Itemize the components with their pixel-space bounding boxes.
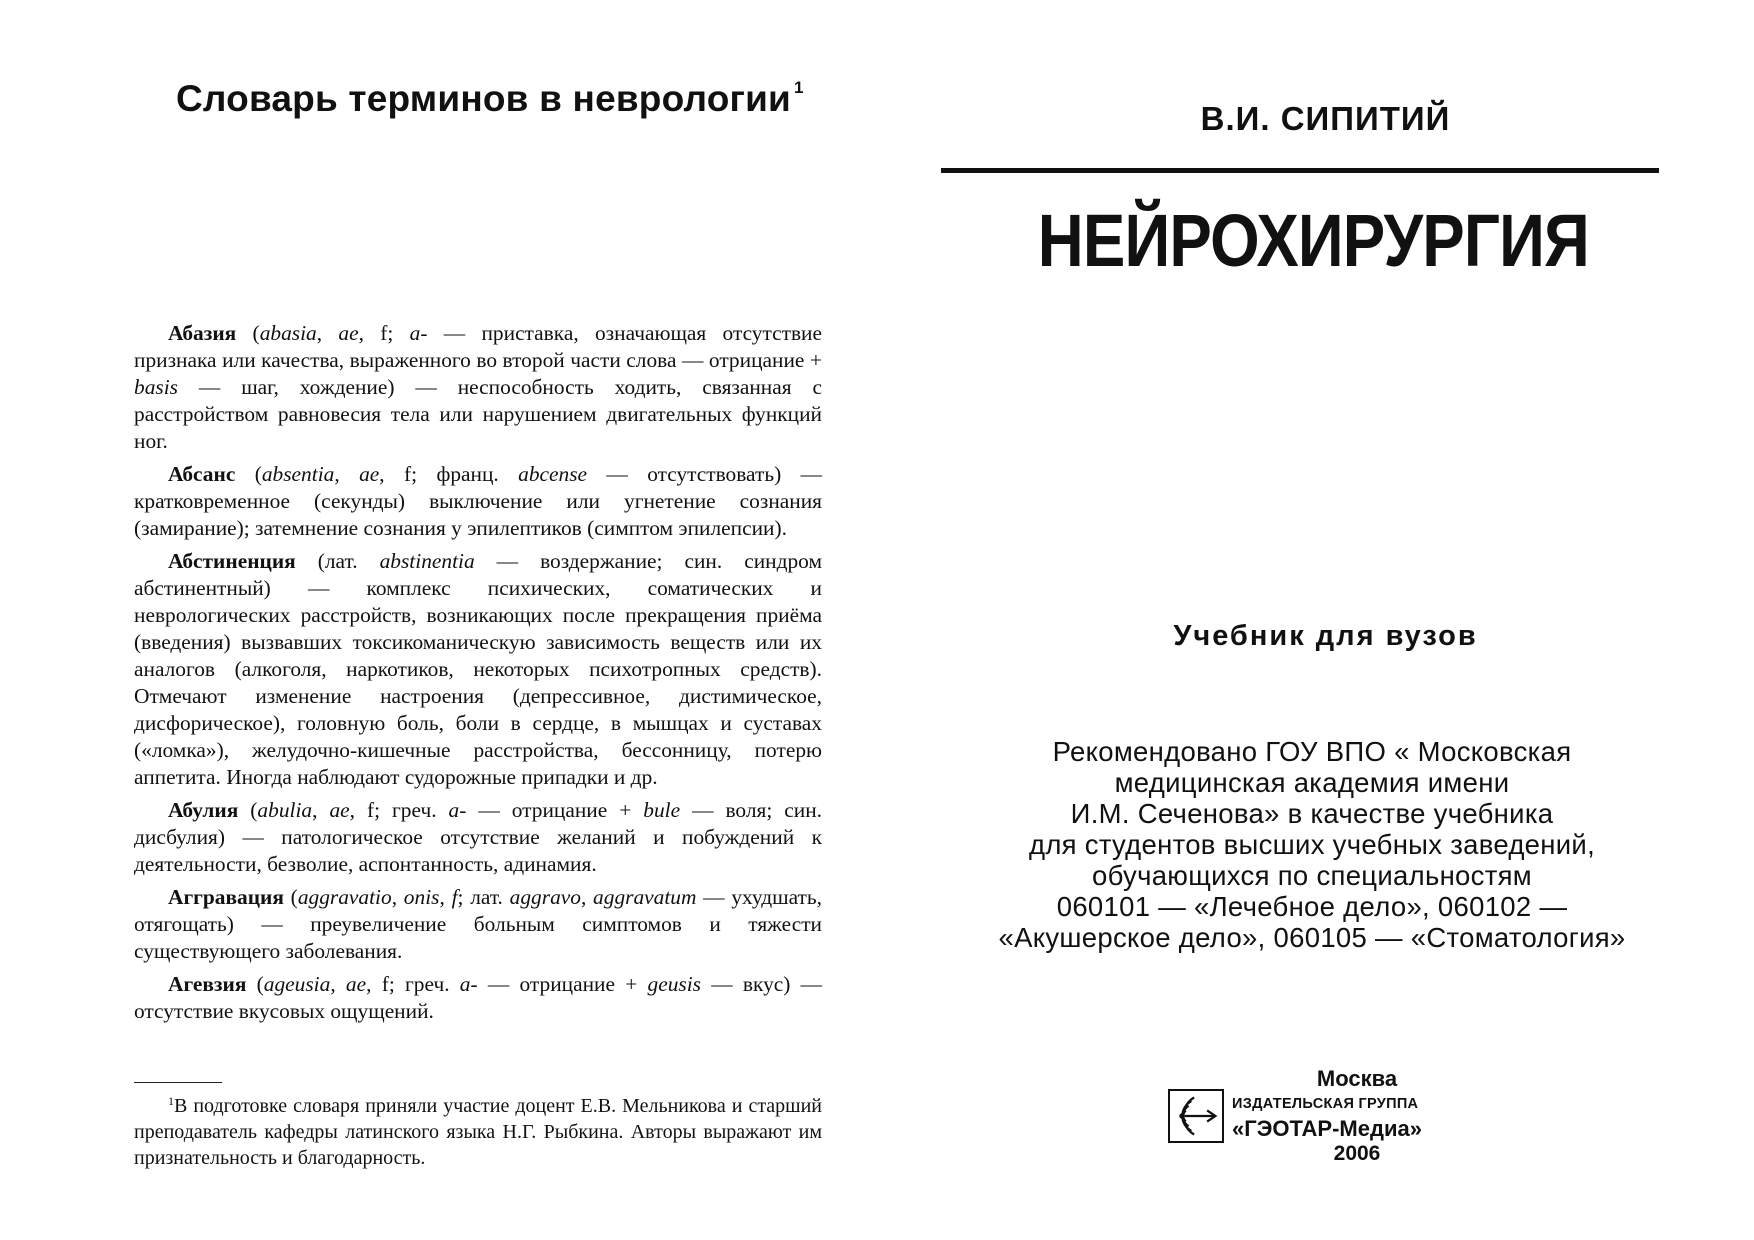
- entry-text: ; лат.: [457, 885, 510, 909]
- publication-year: 2006: [1333, 1142, 1381, 1165]
- entry-text: ,: [439, 885, 452, 909]
- entry-text: , f; греч.: [366, 972, 460, 996]
- recommendation-text: [917, 736, 1707, 953]
- latin-term: aggravatum: [593, 885, 697, 909]
- footnote-divider: [134, 1082, 222, 1083]
- recommendation-line: «Акушерское дело», 060105 — «Стоматология»: [998, 922, 1626, 953]
- latin-term: absentia: [261, 462, 335, 486]
- entry-text: — шаг, хождение) — неспособность ходить, связанная с расстройством равновесия тела или нарушением двигательных функций ног.: [134, 375, 822, 453]
- publisher-logo-icon: [1168, 1089, 1224, 1143]
- dictionary-title-text: Словарь терминов в неврологии: [176, 78, 791, 119]
- footnote-mark: 1: [168, 1094, 174, 1108]
- dictionary-entry: [134, 461, 822, 542]
- dictionary-entry: [134, 884, 822, 965]
- entry-text: — отрицание +: [466, 798, 644, 822]
- book-title: НЕЙРОХИРУРГИЯ: [1037, 199, 1589, 282]
- recommendation-line: для студентов высших учебных заведений,: [1028, 829, 1596, 860]
- entry-text: ,: [316, 321, 339, 345]
- footnote: [134, 1088, 822, 1171]
- latin-term: onis: [403, 885, 440, 909]
- entry-text: ,: [580, 885, 594, 909]
- entry-term: Аггравация: [168, 885, 284, 909]
- latin-term: aggravo: [509, 885, 581, 909]
- latin-term: geusis: [647, 972, 702, 996]
- entry-text: ,: [391, 885, 404, 909]
- latin-term: aggravatio: [297, 885, 392, 909]
- recommendation-line: И.М. Сеченова» в качестве учебника: [1070, 798, 1554, 829]
- entry-text: — приставка, означающая отсутствие признака или качества, выраженного во второй части слова — отрицание +: [134, 321, 822, 372]
- latin-term: f: [451, 885, 458, 909]
- dictionary-entry: [134, 797, 822, 878]
- publisher-city: Москва: [1316, 1066, 1398, 1091]
- entry-text: ,: [330, 972, 346, 996]
- latin-term: abstinentia: [379, 549, 475, 573]
- latin-term: abcense: [518, 462, 588, 486]
- entry-term: Абстиненция: [168, 549, 296, 573]
- latin-term: abasia: [259, 321, 317, 345]
- latin-term: ae: [338, 321, 359, 345]
- entry-term: Абулия: [168, 798, 239, 822]
- dictionary-entries: [134, 320, 822, 1031]
- latin-term: abulia: [257, 798, 313, 822]
- dictionary-title: [176, 78, 804, 120]
- author-name: В.И. СИПИТИЙ: [1200, 100, 1451, 137]
- latin-term: ae: [329, 798, 350, 822]
- dictionary-entry: [134, 548, 822, 791]
- latin-term: ae: [345, 972, 367, 996]
- publisher-name: «ГЭОТАР-Медиа»: [1232, 1116, 1422, 1141]
- entry-text: — отсутствовать) — кратковременное (секунды) выключение или угнетение сознания (замирание); затемнение сознания у эпилептиков (симптом эпилепсии).: [134, 462, 822, 540]
- latin-term: ae: [359, 462, 380, 486]
- entry-text: , f;: [358, 321, 410, 345]
- title-rule: [941, 168, 1659, 173]
- entry-text: , f; греч.: [349, 798, 449, 822]
- book-subtitle: Учебник для вузов: [1173, 620, 1478, 652]
- recommendation-line: Рекомендовано ГОУ ВПО « Московская: [1052, 736, 1572, 767]
- right-page: [877, 0, 1754, 1240]
- entry-text: (лат.: [295, 549, 380, 573]
- entry-text: — отрицание +: [477, 972, 648, 996]
- title-footnote-mark: 1: [794, 78, 804, 97]
- entry-term: Абазия: [168, 321, 237, 345]
- latin-term: ageusia: [263, 972, 331, 996]
- entry-term: Абсанс: [168, 462, 236, 486]
- entry-text: (: [236, 321, 260, 345]
- entry-text: (: [235, 462, 262, 486]
- entry-text: — вкус) — отсутствие вкусовых ощущений.: [134, 972, 823, 1023]
- entry-text: (: [238, 798, 258, 822]
- entry-text: ,: [334, 462, 360, 486]
- recommendation-line: 060101 — «Лечебное дело», 060102 —: [1056, 891, 1568, 922]
- dictionary-entry: [134, 971, 822, 1025]
- entry-term: Агевзия: [168, 972, 247, 996]
- recommendation-line: медицинская академия имени: [1114, 767, 1510, 798]
- recommendation-line: обучающихся по специальностям: [1091, 860, 1532, 891]
- entry-text: , f; франц.: [379, 462, 519, 486]
- footnote-text: В подготовке словаря приняли участие доцент Е.В. Мельникова и старший преподаватель кафедры латинского языка Н.Г. Рыбкина. Авторы выражают им признательность и благодарность.: [134, 1095, 822, 1169]
- entry-text: — ухудшать, отягощать) — преувеличение больным симптомов и тяжести существующего заболевания.: [134, 885, 822, 963]
- latin-term: basis: [134, 375, 178, 399]
- entry-text: (: [246, 972, 264, 996]
- entry-text: — воля; син. дисбулия) — патологическое отсутствие желаний и побуждений к деятельности, безволие, аспонтанность, адинамия.: [134, 798, 822, 876]
- entry-text: — воздержание; син. синдром абстинентный) — комплекс психических, соматических и неврологических расстройств, возникающих после прекращения приёма (введения) вызвавших токсикоманическую зависимость веществ или их аналогов (алкоголя, наркотиков, некоторых психотропных средств). Отмечают изменение настроения (депрессивное, дистимическое, дисфорическое), головную боль, боли в сердце, в мышцах и суставах («ломка»), желудочно-кишечные расстройства, бессонницу, потерю аппетита. Иногда наблюдают судорожные припадки и др.: [134, 549, 822, 789]
- latin-term: a-: [459, 972, 478, 996]
- latin-term: bule: [643, 798, 681, 822]
- entry-text: ,: [312, 798, 330, 822]
- publisher-group-label: ИЗДАТЕЛЬСКАЯ ГРУППА: [1232, 1096, 1419, 1112]
- latin-term: a-: [409, 321, 428, 345]
- dictionary-entry: [134, 320, 822, 455]
- latin-term: a-: [448, 798, 467, 822]
- entry-text: (: [283, 885, 298, 909]
